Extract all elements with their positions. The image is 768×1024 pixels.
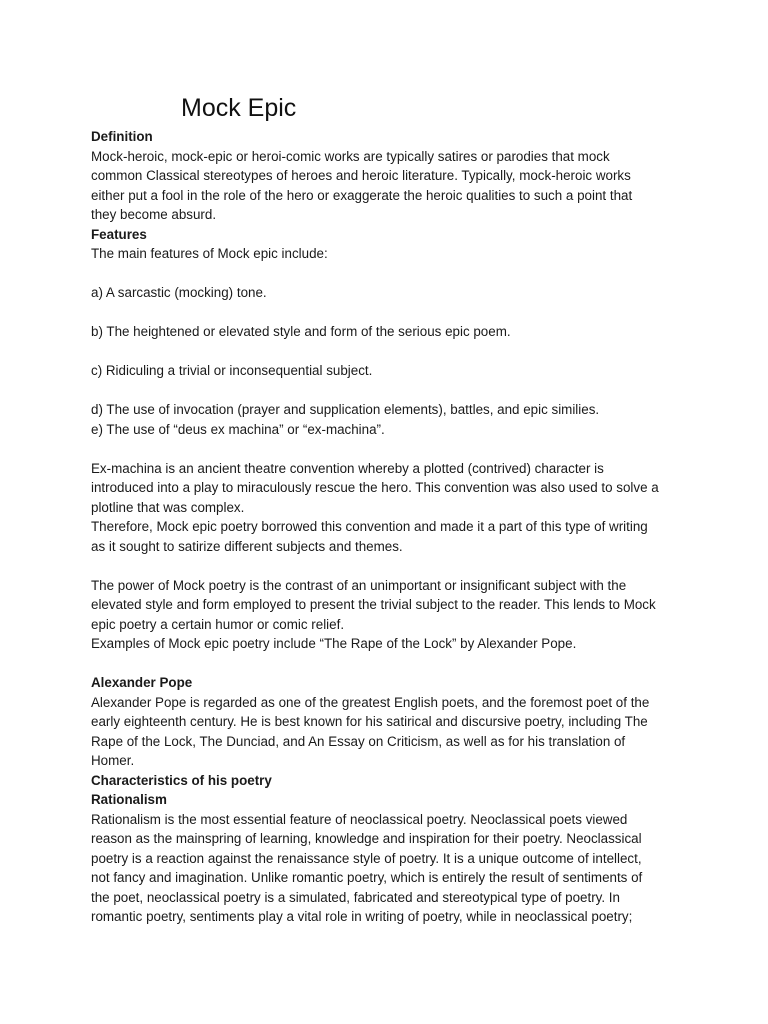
- power-line: epic poetry a certain humor or comic relief.: [91, 616, 345, 632]
- power-line: The power of Mock poetry is the contrast of an unimportant or insignificant subject with the: [91, 577, 627, 593]
- spacer: [91, 264, 691, 284]
- spacer: [91, 439, 691, 459]
- definition-heading: Definition: [91, 129, 153, 144]
- exmachina-line: introduced into a play to miraculously rescue the hero. This convention was also used to solve a: [91, 480, 659, 495]
- exmachina-line: Therefore, Mock epic poetry borrowed this convention and made it a part of this type of writing: [91, 519, 648, 534]
- pope-line: Homer.: [91, 753, 135, 768]
- definition-line: Mock-heroic, mock-epic or heroi-comic works are typically satires or parodies that mock: [91, 148, 610, 164]
- exmachina-line: plotline that was complex.: [91, 499, 245, 515]
- features-intro: The main features of Mock epic include:: [91, 246, 328, 261]
- feature-item-c: c) Ridiculing a trivial or inconsequential subject.: [91, 363, 373, 378]
- pope-line: Rape of the Lock, The Dunciad, and An Essay on Criticism, as well as for his translation of: [91, 733, 626, 749]
- rationalism-line: poetry is a reaction against the renaissance style of poetry. It is a unique outcome of intellect,: [91, 850, 642, 866]
- pope-line: early eighteenth century. He is best known for his satirical and discursive poetry, including The: [91, 714, 648, 729]
- power-line: Examples of Mock epic poetry include “The Rape of the Lock” by Alexander Pope.: [91, 636, 577, 651]
- definition-line: common Classical stereotypes of heroes and heroic literature. Typically, mock-heroic works: [91, 168, 631, 183]
- rationalism-heading: Rationalism: [91, 792, 167, 807]
- spacer: [91, 654, 691, 674]
- spacer: [91, 303, 691, 323]
- rationalism-line: the poet, neoclassical poetry is a simulated, fabricated and stereotypical type of poetry. In: [91, 889, 620, 905]
- rationalism-line: romantic poetry, sentiments play a vital role in writing of poetry, while in neoclassical poetry;: [91, 909, 633, 924]
- rationalism-line: not fancy and imagination. Unlike romantic poetry, which is entirely the result of sentiments of: [91, 870, 643, 885]
- exmachina-line: Ex-machina is an ancient theatre convention whereby a plotted (contrived) character is: [91, 460, 604, 476]
- definition-line: they become absurd.: [91, 207, 217, 222]
- rationalism-line: reason as the mainspring of learning, knowledge and inspiration for their poetry. Neoclassical: [91, 831, 642, 846]
- pope-heading: Alexander Pope: [91, 675, 193, 690]
- characteristics-heading: Characteristics of his poetry: [91, 772, 272, 788]
- feature-item-d: d) The use of invocation (prayer and supplication elements), battles, and epic similies.: [91, 402, 600, 417]
- spacer: [91, 342, 691, 362]
- pope-line: Alexander Pope is regarded as one of the greatest English poets, and the foremost poet of the: [91, 694, 650, 710]
- spacer: [91, 556, 691, 576]
- exmachina-line: as it sought to satirize different subjects and themes.: [91, 538, 403, 554]
- feature-item-b: b) The heightened or elevated style and form of the serious epic poem.: [91, 324, 511, 339]
- feature-item-e: e) The use of “deus ex machina” or “ex-machina”.: [91, 421, 385, 437]
- page-title: Mock Epic: [181, 94, 297, 122]
- definition-line: either put a fool in the role of the hero or exaggerate the heroic qualities to such a point that: [91, 187, 633, 203]
- feature-item-a: a) A sarcastic (mocking) tone.: [91, 285, 267, 300]
- document-body: [91, 127, 691, 927]
- spacer: [91, 381, 691, 401]
- features-heading: Features: [91, 226, 147, 242]
- power-line: elevated style and form employed to present the trivial subject to the reader. This lends to Mock: [91, 597, 656, 612]
- rationalism-line: Rationalism is the most essential feature of neoclassical poetry. Neoclassical poets viewed: [91, 811, 628, 827]
